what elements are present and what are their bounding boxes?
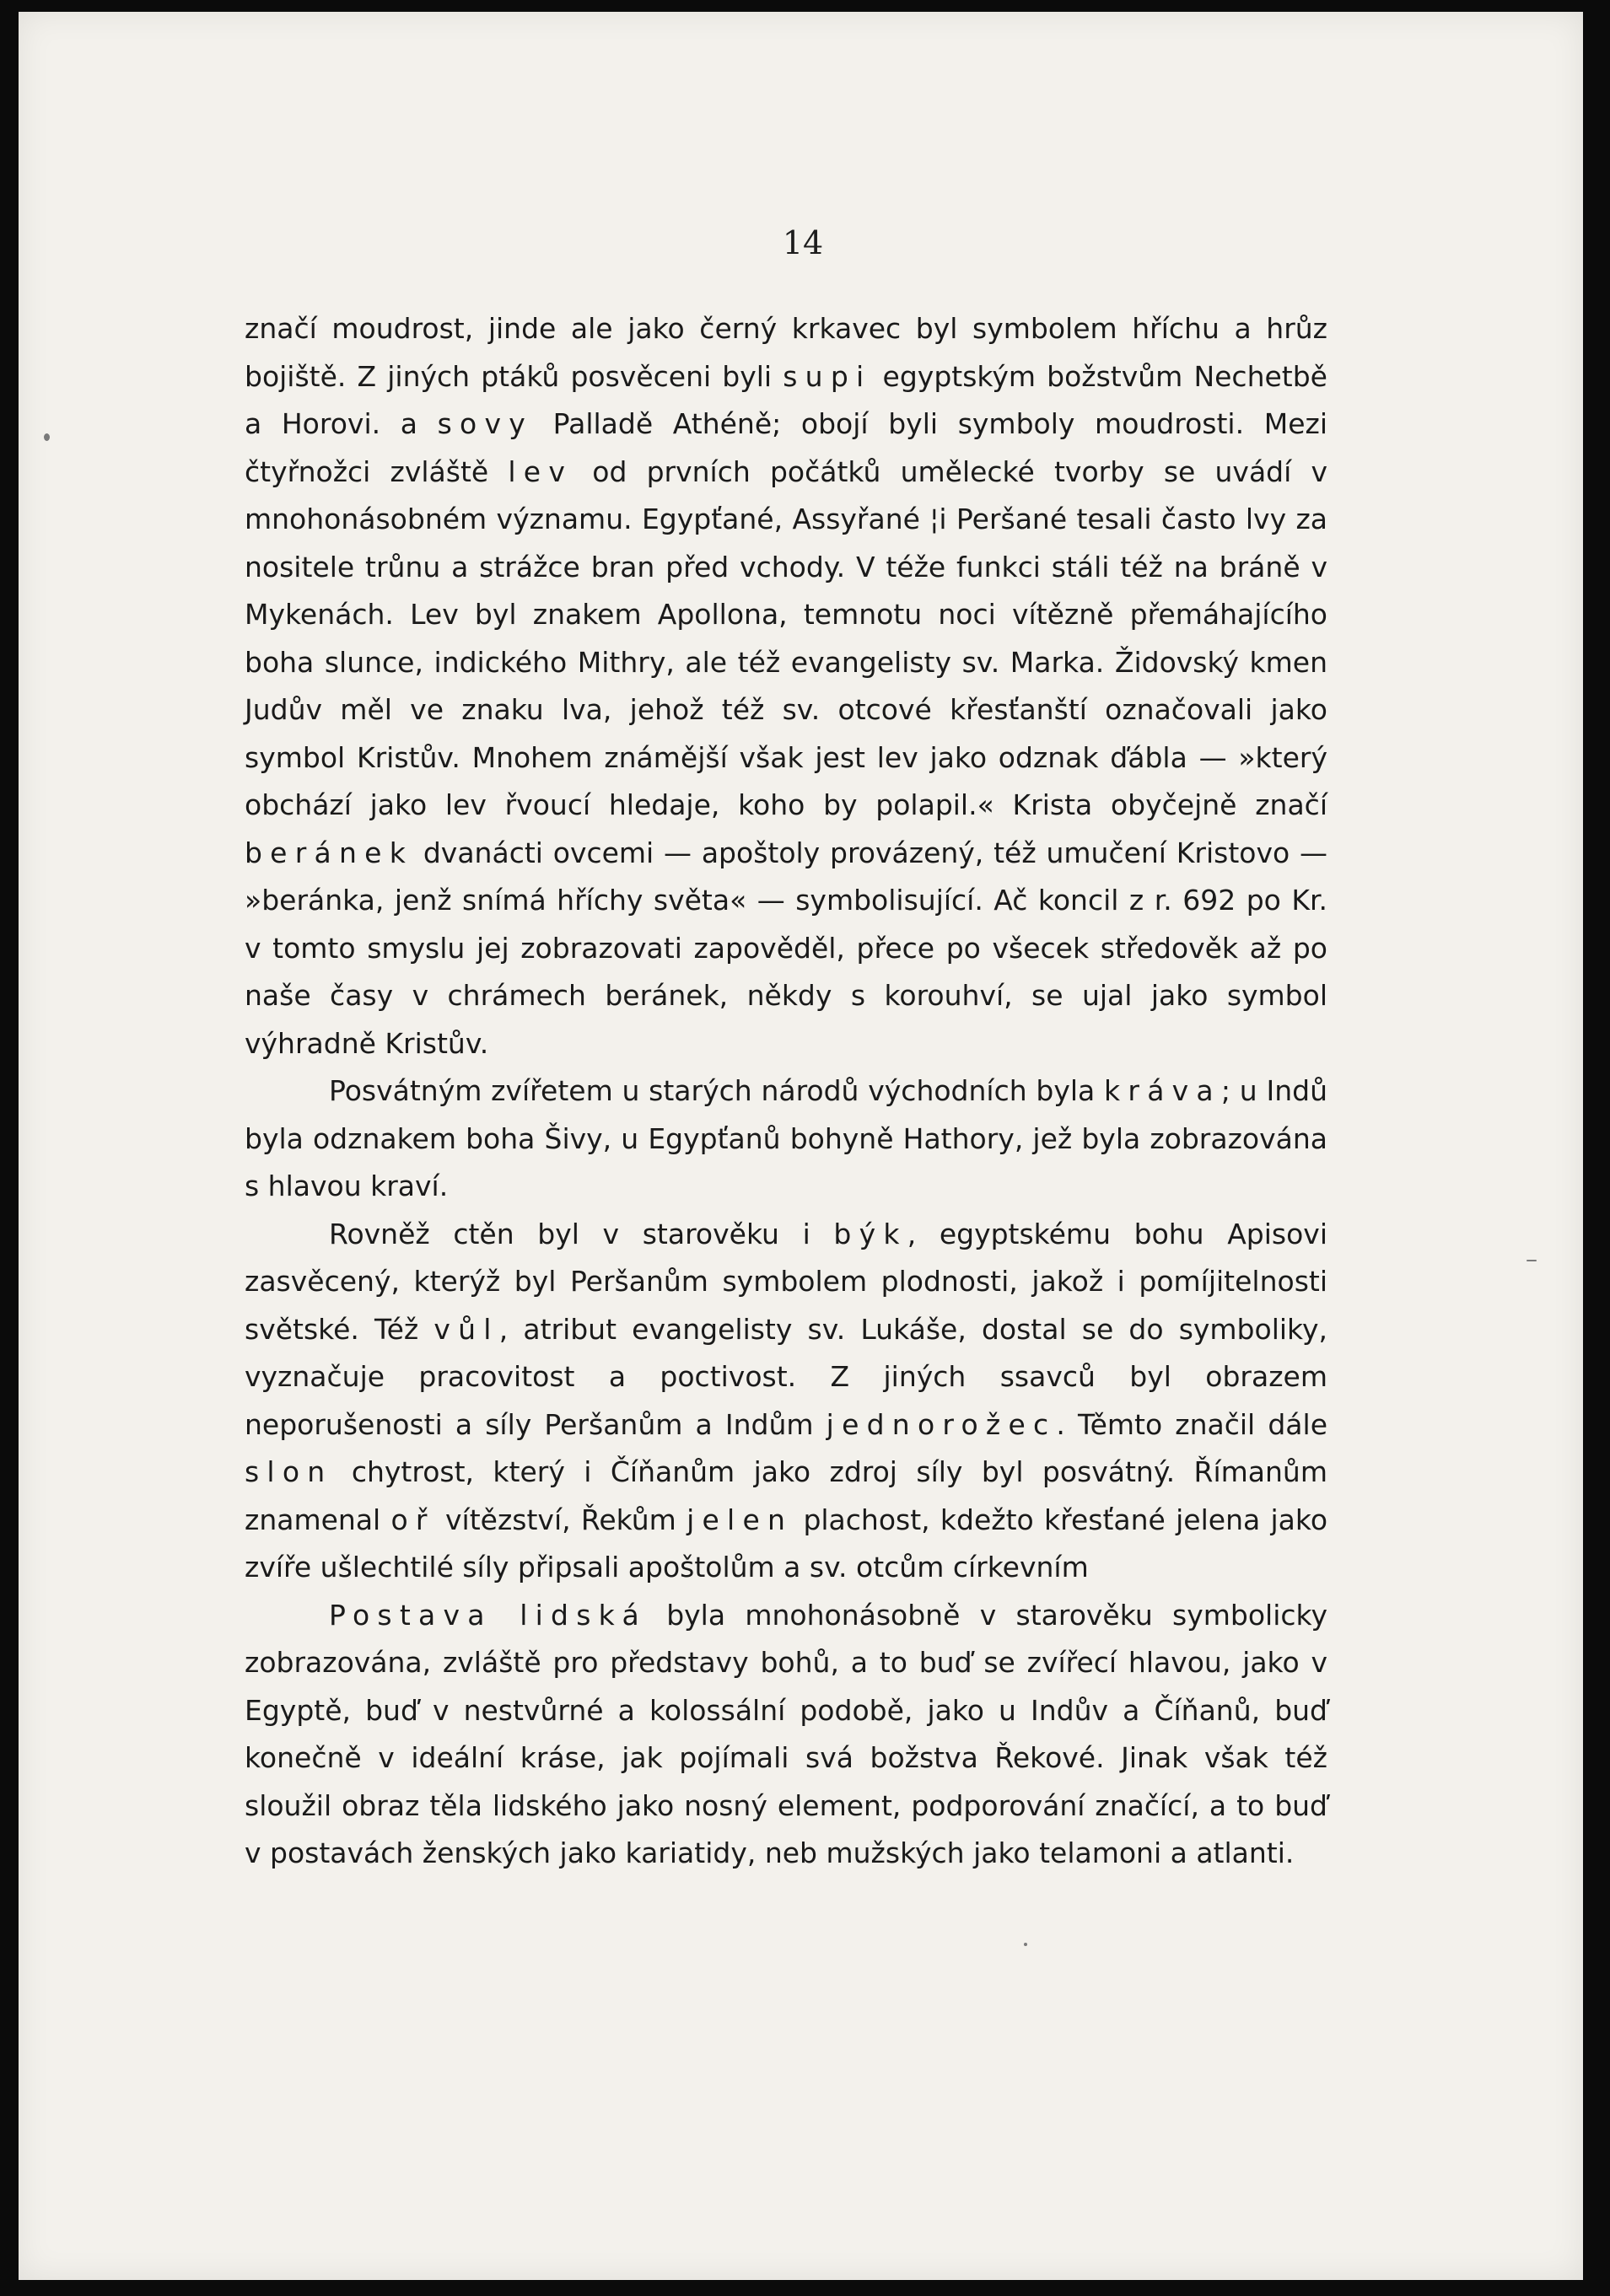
spaced-emphasis: býk — [833, 1217, 907, 1250]
body-text — [245, 305, 1327, 1878]
spaced-emphasis: Postava lidská — [329, 1598, 647, 1632]
paragraph: Postava lidská byla mnohonásobně v starověku symbolicky zobrazována, zvláště pro představy bohů, a to buď se zvířecí hlavou, jako v Egyptě, buď v nestvůrné a kolossální podobě, jako u Indův a Číňanů, buď konečně v ideální kráse, jak pojímali svá božstva Řekové. Jinak však též sloužil obraz těla lidského jako nosný element, podporování značící, a to buď v postavách ženských jako kariatidy, neb mužských jako telamoni a atlanti. — [245, 1598, 1327, 1869]
spaced-emphasis: jelen — [687, 1503, 794, 1536]
spaced-emphasis: supi — [783, 359, 872, 393]
spaced-emphasis: lev — [508, 454, 573, 488]
spaced-emphasis: oř — [390, 1503, 435, 1536]
spaced-emphasis: kráva — [1104, 1074, 1221, 1107]
spaced-emphasis: slon — [245, 1455, 333, 1488]
spaced-emphasis: beránek — [245, 836, 414, 869]
dust-speck — [1024, 1943, 1027, 1946]
dust-speck — [44, 433, 50, 441]
dust-speck — [1527, 1260, 1537, 1261]
spaced-emphasis: jednorožec — [826, 1407, 1057, 1441]
spaced-emphasis: vůl — [433, 1312, 499, 1346]
spaced-emphasis: sovy — [437, 407, 534, 440]
scanned-page — [19, 12, 1583, 2280]
page-number: 14 — [782, 224, 824, 261]
paragraph: značí moudrost, jinde ale jako černý krkavec byl symbolem hříchu a hrůz bojiště. Z jiných ptáků posvěceni byli supi egyptským božstvům Nechetbě a Horovi. a sovy Palladě Athéně; obojí byli symboly moudrosti. Mezi čtyřnožci zvláště lev od prvních počátků umělecké tvorby se uvádí v mnohonásobném významu. Egypťané, Assyřané ¦i Peršané tesali často lvy za nositele trůnu a strážce bran před vchody. V téže funkci stáli též na bráně v Mykenách. Lev byl znakem Apollona, temnotu noci vítězně přemáhajícího boha slunce, indického Mithry, ale též evangelisty sv. Marka. Židovský kmen Judův měl ve znaku lva, jehož též sv. otcové křesťanští označovali jako symbol Kristův. Mnohem známější však jest lev jako odznak ďábla — »který obchází jako lev řvoucí hledaje, koho by polapil.« Krista obyčejně značí beránek dvanácti ovcemi — apoštoly provázený, též umučení Kristovo — »beránka, jenž snímá hříchy světa« — symbolisující. Ač koncil z r. 692 po Kr. v tomto smyslu jej zobrazovati zapověděl, přece po všecek středověk až po naše časy v chrámech beránek, někdy s korouhví, se ujal jako symbol výhradně Kristův. — [245, 312, 1328, 1060]
paragraph: Posvátným zvířetem u starých národů východních byla kráva; u Indů byla odznakem boha Šivy, u Egypťanů bohyně Hathory, jež byla zobrazována s hlavou kraví. — [245, 1074, 1327, 1202]
paragraph: Rovněž ctěn byl v starověku i býk, egyptskému bohu Apisovi zasvěcený, kterýž byl Peršanům symbolem plodnosti, jakož i pomíjitelnosti světské. Též vůl, atribut evangelisty sv. Lukáše, dostal se do symboliky, vyznačuje pracovitost a poctivost. Z jiných ssavců byl obrazem neporušenosti a síly Peršanům a Indům jednorožec. Těmto značil dále slon chytrost, který i Číňanům jako zdroj síly byl posvátný. Římanům znamenal oř vítězství, Řekům jelen plachost, kdežto křesťané jelena jako zvíře ušlechtilé síly připsali apoštolům a sv. otcům církevním — [245, 1217, 1328, 1584]
